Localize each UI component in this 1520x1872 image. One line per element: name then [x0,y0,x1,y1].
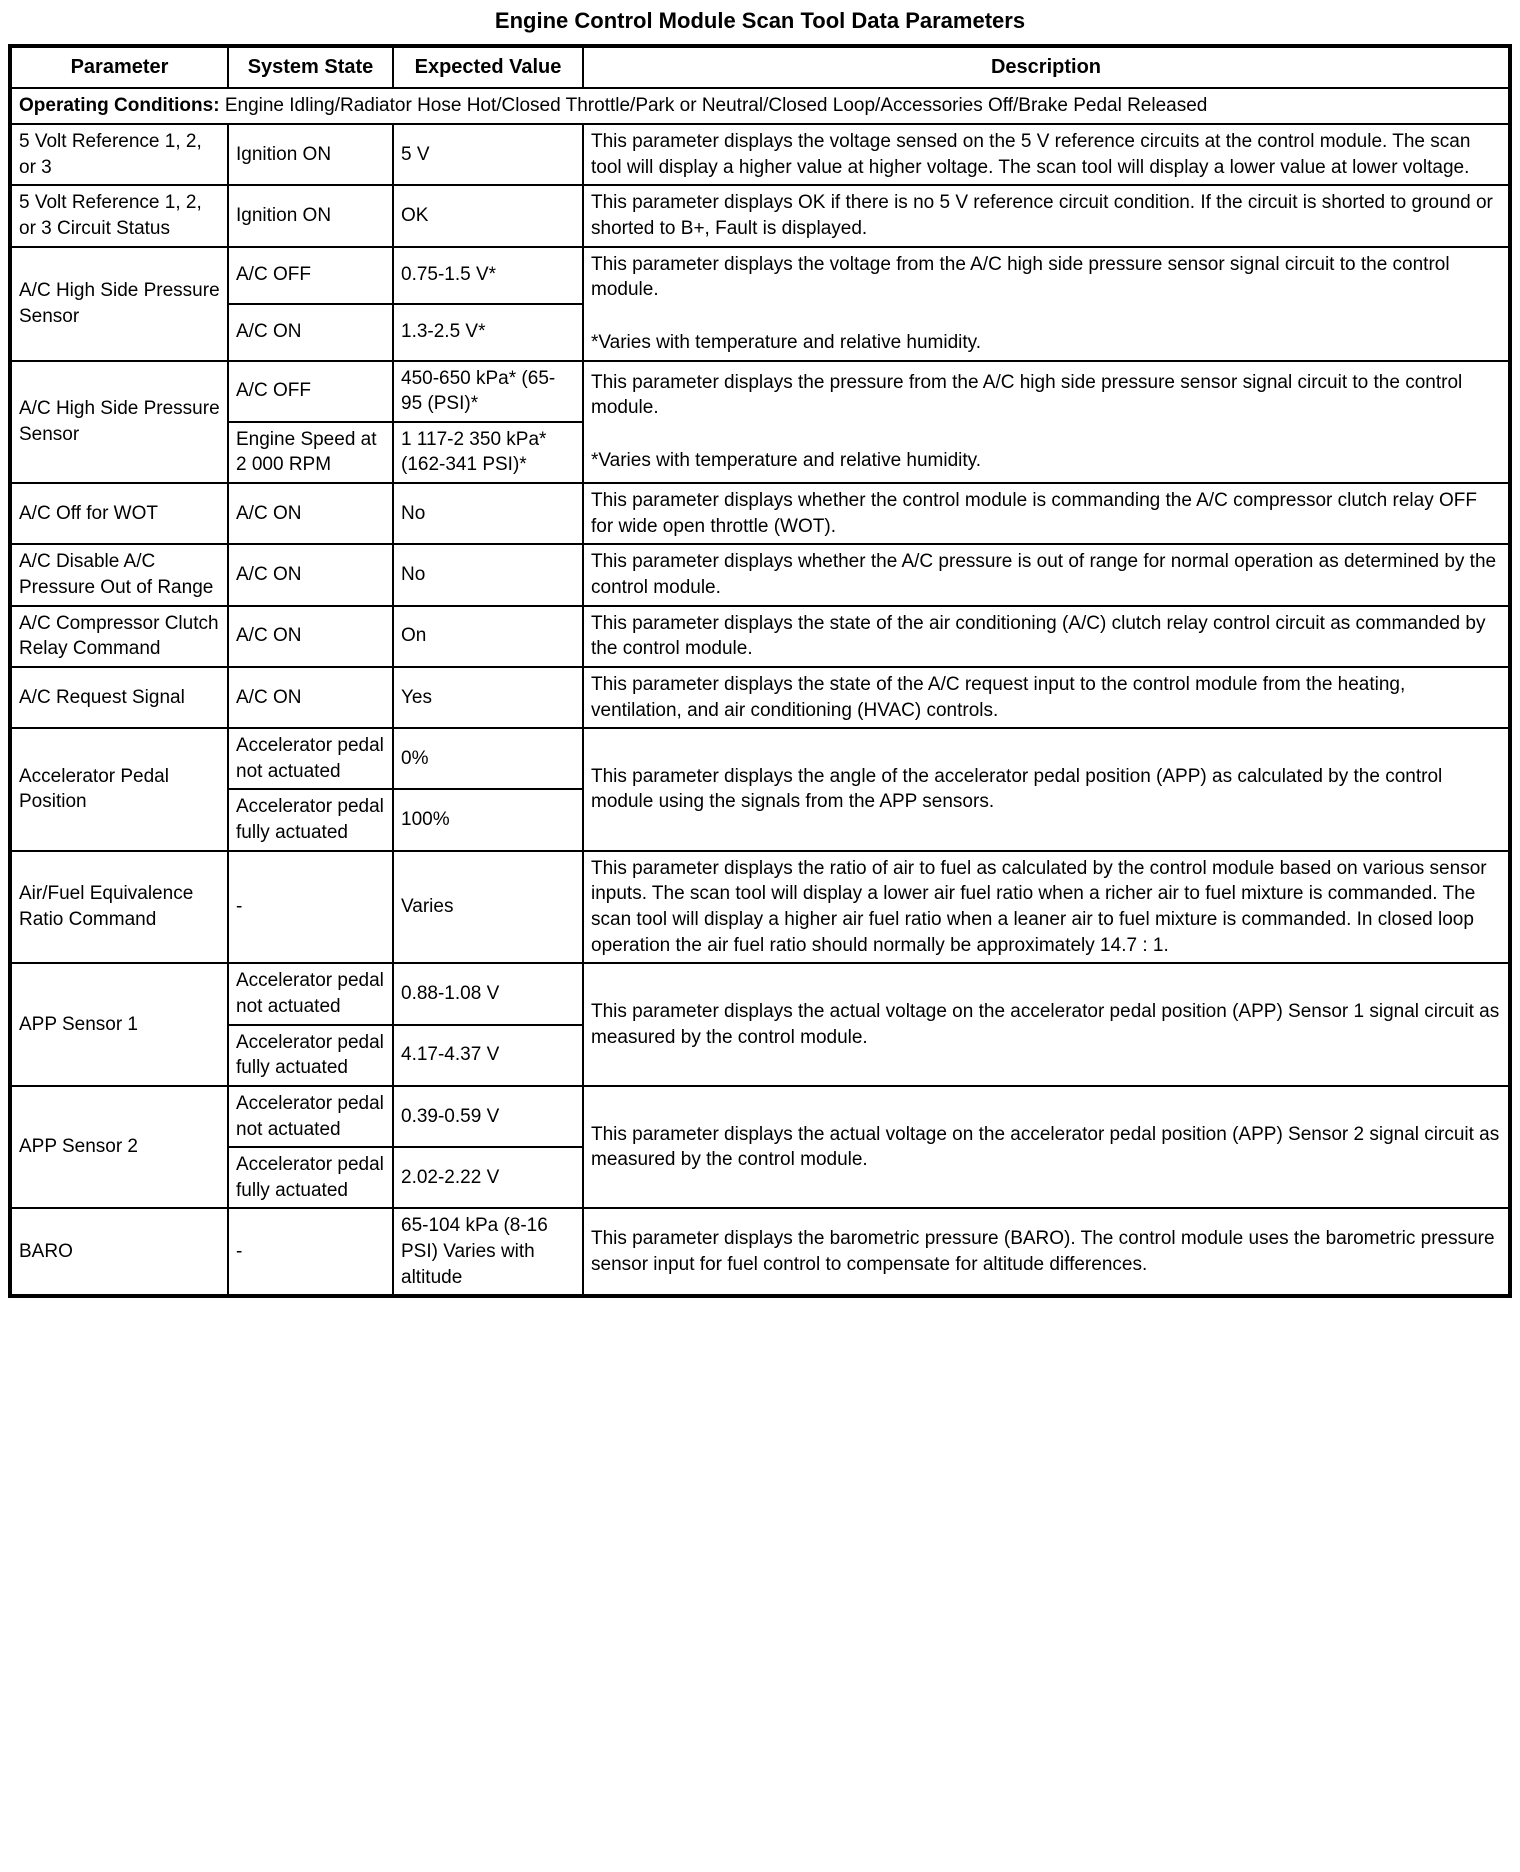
table-row [10,1208,1510,1296]
expected-value-cell: 100% [393,789,583,850]
header-parameter: Parameter [10,46,228,88]
parameter-cell: APP Sensor 1 [10,963,228,1086]
table-row [10,361,1510,422]
system-state-cell: A/C ON [228,544,393,605]
description-cell [583,361,1510,484]
description-cell [583,1086,1510,1209]
system-state-cell: Ignition ON [228,185,393,246]
table-row [10,606,1510,667]
description-paragraph: This parameter displays the state of the air conditioning (A/C) clutch relay control circuit as commanded by the control module. [591,612,1486,660]
expected-value-cell: 450-650 kPa* (65-95 (PSI)* [393,361,583,422]
parameter-cell: A/C Disable A/C Pressure Out of Range [10,544,228,605]
parameter-cell: A/C High Side Pressure Sensor [10,247,228,361]
system-state-cell: Accelerator pedal fully actuated [228,789,393,850]
parameter-cell: BARO [10,1208,228,1296]
expected-value-cell: 1.3-2.5 V* [393,304,583,361]
description-paragraph: This parameter displays the voltage sensed on the 5 V reference circuits at the control module. The scan tool will display a higher value at higher voltage. The scan tool will display a lower value at lower voltage. [591,131,1471,178]
parameter-cell: Accelerator Pedal Position [10,728,228,851]
table-row [10,544,1510,605]
table-row [10,667,1510,728]
description-paragraph: *Varies with temperature and relative humidity. [591,331,982,353]
operating-conditions-row [10,88,1510,124]
expected-value-cell: 2.02-2.22 V [393,1147,583,1208]
expected-value-cell: On [393,606,583,667]
system-state-cell: A/C ON [228,667,393,728]
params-table [8,44,1512,1298]
description-cell [583,247,1510,361]
system-state-cell: A/C OFF [228,361,393,422]
operating-conditions-text: Engine Idling/Radiator Hose Hot/Closed Throttle/Park or Neutral/Closed Loop/Accessories Off/Brake Pedal Released [224,95,1208,117]
expected-value-cell: OK [393,185,583,246]
expected-value-cell: 0.88-1.08 V [393,963,583,1024]
description-paragraph: *Varies with temperature and relative humidity. [591,450,982,472]
system-state-cell: Ignition ON [228,124,393,185]
table-row [10,124,1510,185]
description-paragraph: This parameter displays the voltage from the A/C high side pressure sensor signal circuit to the control module. [591,253,1450,301]
expected-value-cell: 0.75-1.5 V* [393,247,583,304]
system-state-cell: A/C ON [228,483,393,544]
system-state-cell: Accelerator pedal not actuated [228,1086,393,1147]
header-expected-value: Expected Value [393,46,583,88]
description-paragraph: This parameter displays whether the A/C pressure is out of range for normal operation as determined by the control module. [591,551,1497,598]
description-cell [583,606,1510,667]
table-row [10,483,1510,544]
operating-conditions-label: Operating Conditions: [19,95,220,117]
expected-value-cell: 0% [393,728,583,789]
page-title: Engine Control Module Scan Tool Data Parameters [494,8,1026,33]
description-cell [583,963,1510,1086]
description-cell [583,728,1510,851]
expected-value-cell: 5 V [393,124,583,185]
table-row [10,728,1510,789]
description-paragraph: This parameter displays whether the control module is commanding the A/C compressor clutch relay OFF for wide open throttle (WOT). [591,490,1477,537]
description-cell [583,544,1510,605]
description-paragraph: This parameter displays the pressure from the A/C high side pressure sensor signal circuit to the control module. [591,371,1463,419]
expected-value-cell: Varies [393,851,583,964]
expected-value-cell: 4.17-4.37 V [393,1025,583,1086]
description-cell [583,483,1510,544]
system-state-cell: Accelerator pedal not actuated [228,728,393,789]
description-paragraph: This parameter displays the barometric pressure (BARO). The control module uses the barometric pressure sensor input for fuel control to compensate for altitude differences. [591,1228,1495,1275]
description-cell [583,667,1510,728]
table-body [10,88,1510,1296]
expected-value-cell: Yes [393,667,583,728]
system-state-cell: A/C OFF [228,247,393,304]
description-cell [583,1208,1510,1296]
table-row [10,963,1510,1024]
expected-value-cell: No [393,483,583,544]
system-state-cell: A/C ON [228,606,393,667]
header-description: Description [583,46,1510,88]
parameter-cell: A/C High Side Pressure Sensor [10,361,228,484]
parameter-cell: A/C Off for WOT [10,483,228,544]
operating-conditions-cell [10,88,1510,124]
table-row [10,851,1510,964]
parameter-cell: APP Sensor 2 [10,1086,228,1209]
system-state-cell: Accelerator pedal fully actuated [228,1147,393,1208]
parameter-cell: 5 Volt Reference 1, 2, or 3 Circuit Status [10,185,228,246]
system-state-cell: Engine Speed at 2 000 RPM [228,422,393,483]
description-cell [583,185,1510,246]
parameter-cell: A/C Compressor Clutch Relay Command [10,606,228,667]
parameter-cell: Air/Fuel Equivalence Ratio Command [10,851,228,964]
expected-value-cell: 1 117-2 350 kPa* (162-341 PSI)* [393,422,583,483]
table-row [10,247,1510,304]
system-state-cell: Accelerator pedal not actuated [228,963,393,1024]
description-paragraph: This parameter displays the actual voltage on the accelerator pedal position (APP) Sensor 2 signal circuit as measured by the control module. [591,1123,1500,1171]
expected-value-cell: 65-104 kPa (8-16 PSI) Varies with altitude [393,1208,583,1296]
description-cell [583,851,1510,964]
description-paragraph: This parameter displays the actual voltage on the accelerator pedal position (APP) Sensor 1 signal circuit as measured by the control module. [591,1000,1500,1048]
expected-value-cell: 0.39-0.59 V [393,1086,583,1147]
system-state-cell: Accelerator pedal fully actuated [228,1025,393,1086]
description-paragraph: This parameter displays the ratio of air to fuel as calculated by the control module based on various sensor inputs. The scan tool will display a lower air fuel ratio when a richer air to fuel mixture is commanded. The scan tool will display a higher air fuel ratio when a leaner air to fuel mixture is commanded. In closed loop operation the air fuel ratio should normally be approximately 14.7 : 1. [591,857,1487,956]
system-state-cell: - [228,1208,393,1296]
table-row [10,1086,1510,1147]
parameter-cell: 5 Volt Reference 1, 2, or 3 [10,124,228,185]
description-paragraph: This parameter displays the angle of the accelerator pedal position (APP) as calculated by the control module using the signals from the APP sensors. [591,765,1443,813]
description-cell [583,124,1510,185]
header-system-state: System State [228,46,393,88]
description-paragraph: This parameter displays OK if there is no 5 V reference circuit condition. If the circuit is shorted to ground or shorted to B+, Fault is displayed. [591,192,1493,239]
table-header-row [10,46,1510,88]
parameter-cell: A/C Request Signal [10,667,228,728]
expected-value-cell: No [393,544,583,605]
system-state-cell: - [228,851,393,964]
table-row [10,185,1510,246]
system-state-cell: A/C ON [228,304,393,361]
description-paragraph: This parameter displays the state of the A/C request input to the control module from the heating, ventilation, and air conditioning (HVAC) controls. [591,673,1406,721]
